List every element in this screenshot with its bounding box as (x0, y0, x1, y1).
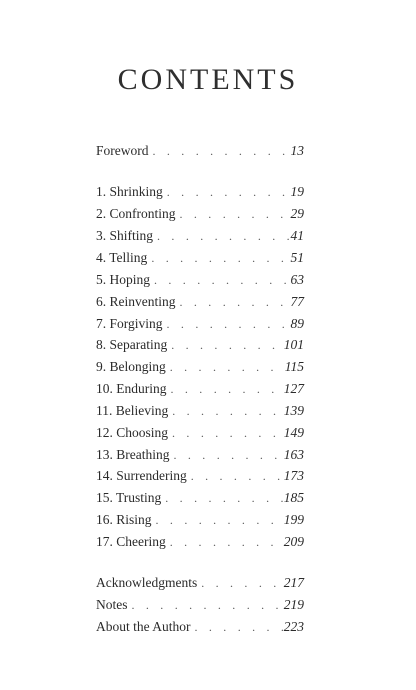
toc-entry-page: 63 (290, 272, 304, 287)
toc-entry-chapter[interactable] (96, 446, 304, 464)
toc-entry-label: 6. Reinventing (96, 294, 176, 309)
dot-leader (166, 358, 285, 376)
dot-leader (150, 271, 291, 289)
dot-leader (163, 315, 291, 333)
dot-leader (147, 249, 290, 267)
toc-entry-page: 77 (290, 294, 304, 309)
toc-entry-chapter[interactable] (96, 402, 304, 420)
toc-entry-page: 139 (283, 403, 304, 418)
toc-entry-label: 7. Forgiving (96, 316, 163, 331)
toc-entry-page: 127 (283, 381, 304, 396)
toc-entry-about-author[interactable] (96, 618, 304, 636)
toc-entry-label: 1. Shrinking (96, 184, 163, 199)
dot-leader (128, 596, 284, 614)
toc-entry-chapter[interactable] (96, 315, 304, 333)
dot-leader (166, 533, 284, 551)
toc-entry-label: 16. Rising (96, 512, 152, 527)
dot-leader (197, 574, 284, 592)
toc-entry-notes[interactable] (96, 596, 304, 614)
toc-entry-chapter[interactable] (96, 271, 304, 289)
toc-entry-page: 185 (283, 490, 304, 505)
toc-entry-chapter[interactable] (96, 511, 304, 529)
toc-entry-page: 223 (283, 619, 304, 634)
toc-entry-page: 173 (283, 468, 304, 483)
dot-leader (153, 227, 290, 245)
dot-leader (152, 511, 284, 529)
toc-entry-label: 4. Telling (96, 250, 148, 265)
toc-entry-chapter[interactable] (96, 467, 304, 485)
toc-entry-label: 3. Shifting (96, 228, 154, 243)
toc-entry-chapter[interactable] (96, 183, 304, 201)
toc-entry-chapter[interactable] (96, 336, 304, 354)
toc-entry-chapter[interactable] (96, 533, 304, 551)
toc-entry-page: 209 (283, 534, 304, 549)
toc-entry-page: 101 (283, 337, 304, 352)
dot-leader (168, 402, 284, 420)
toc-entry-label: 17. Cheering (96, 534, 166, 549)
dot-leader (163, 183, 291, 201)
dot-leader (191, 618, 284, 636)
toc-entry-label: 11. Believing (96, 403, 169, 418)
toc-entry-label: 14. Surrendering (96, 468, 187, 483)
toc-entry-chapter[interactable] (96, 380, 304, 398)
toc-entry-page: 217 (283, 575, 304, 590)
dot-leader (168, 424, 284, 442)
toc-entry-page: 199 (283, 512, 304, 527)
toc-entry-label: 13. Breathing (96, 447, 170, 462)
dot-leader (167, 336, 284, 354)
toc-entry-label: Foreword (96, 143, 149, 158)
toc-entry-page: 163 (283, 447, 304, 462)
toc-entry-page: 149 (283, 425, 304, 440)
toc-entry-chapter[interactable] (96, 227, 304, 245)
toc-entry-chapter[interactable] (96, 293, 304, 311)
toc-entry-label: 2. Confronting (96, 206, 176, 221)
dot-leader (161, 489, 283, 507)
toc-entry-page: 29 (290, 206, 304, 221)
toc-entry-label: 15. Trusting (96, 490, 162, 505)
toc-entry-chapter[interactable] (96, 358, 304, 376)
toc-entry-label: 9. Belonging (96, 359, 166, 374)
toc-entry-foreword[interactable] (96, 142, 304, 160)
toc-entry-label: 5. Hoping (96, 272, 150, 287)
toc-entry-label: 8. Separating (96, 337, 168, 352)
toc-entry-page: 19 (290, 184, 304, 199)
toc-entry-page: 89 (290, 316, 304, 331)
toc-entry-page: 41 (290, 228, 304, 243)
dot-leader (176, 205, 291, 223)
dot-leader (167, 380, 284, 398)
toc-entry-label: Notes (96, 597, 128, 612)
dot-leader (170, 446, 284, 464)
toc-entry-label: About the Author (96, 619, 191, 634)
dot-leader (187, 467, 284, 485)
toc-entry-chapter[interactable] (96, 205, 304, 223)
toc-entry-acknowledgments[interactable] (96, 574, 304, 592)
toc-entry-chapter[interactable] (96, 424, 304, 442)
toc-entry-label: 12. Choosing (96, 425, 169, 440)
dot-leader (149, 142, 291, 160)
toc-entry-page: 51 (290, 250, 304, 265)
dot-leader (176, 293, 291, 311)
toc-entry-chapter[interactable] (96, 249, 304, 267)
toc-entry-chapter[interactable] (96, 489, 304, 507)
toc-entry-page: 13 (290, 143, 304, 158)
page-title: CONTENTS (117, 63, 299, 96)
toc-entry-label: 10. Enduring (96, 381, 167, 396)
toc-entry-label: Acknowledgments (96, 575, 198, 590)
toc-entry-page: 219 (283, 597, 304, 612)
toc-entry-page: 115 (284, 359, 304, 374)
